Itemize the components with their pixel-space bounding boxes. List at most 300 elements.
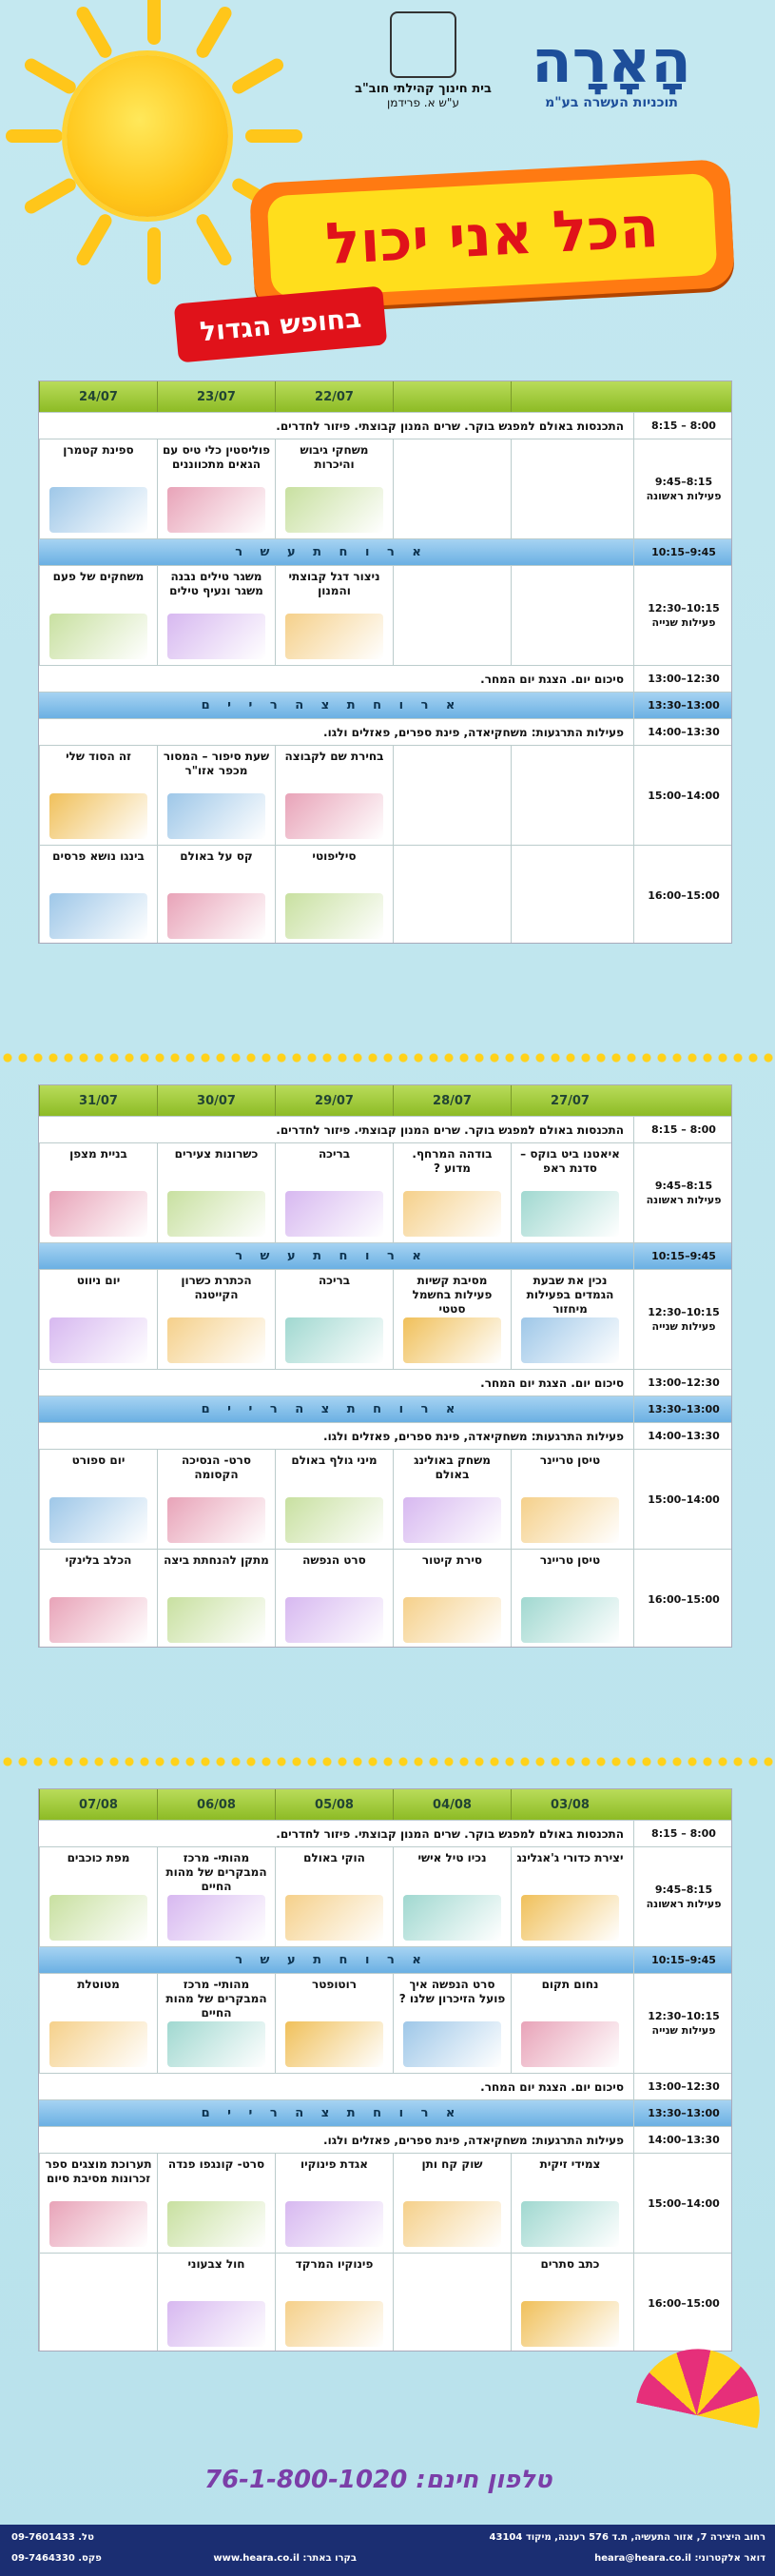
activity-cell (157, 1143, 275, 1242)
activity-cell (393, 1143, 511, 1242)
time-label: פעילות שנייה (651, 1320, 716, 1333)
activity-image (49, 487, 147, 533)
meal-row (39, 1395, 732, 1422)
activity-image (49, 2021, 147, 2067)
activity-cell (511, 1550, 629, 1648)
activity-image (403, 2021, 501, 2067)
date-cell: 23/07 (157, 381, 275, 412)
activity-image (521, 1497, 619, 1543)
brand-subtitle: תוכניות העשרה בע"מ (545, 95, 678, 110)
activity-title: צמידי זיקית (539, 2157, 601, 2171)
activity-title: בינגו נושא פרסים (52, 849, 145, 863)
activity-cell (275, 1143, 393, 1242)
meal-row (39, 1242, 732, 1269)
activity-title: נחום תקום (541, 1978, 599, 1991)
activity-image (167, 893, 265, 939)
schedule-note-row (39, 2073, 732, 2099)
website: בקרו באתר: www.heara.co.il (213, 2553, 357, 2564)
activity-image (285, 1597, 383, 1643)
activity-title: שעת סיפור – המסור מכפר אזו"ר (163, 750, 270, 777)
school-name: בית חינוך קהילתי חוב"ב (355, 82, 492, 96)
dotted-divider (0, 1755, 775, 1768)
activity-image (403, 1191, 501, 1237)
activity-image (167, 2301, 265, 2347)
note-text: פעילות התרגעות: משחקיאדה, פינת ספרים, פאזלים ולגו. (323, 2133, 624, 2147)
date-cell (393, 381, 511, 412)
title-banner (249, 159, 735, 312)
activity-cell (511, 1450, 629, 1549)
activity-title: סרט הנפשה איך פועל הזיכרון שלנו ? (398, 1978, 506, 2005)
time-range: 8:15–9:45 (654, 1883, 713, 1896)
time-label: פעילות ראשונה (646, 1898, 722, 1910)
time-label: פעילות ראשונה (646, 1194, 722, 1206)
activity-image (403, 1497, 501, 1543)
note-text: פעילות התרגעות: משחקיאדה, פינת ספרים, פאזלים ולגו. (323, 725, 624, 739)
activity-image (167, 2201, 265, 2247)
activity-image (403, 1895, 501, 1941)
activity-image (49, 2201, 147, 2247)
sun-ray (74, 4, 114, 60)
schedule-note-row (39, 1422, 732, 1449)
week-table (38, 1084, 732, 1648)
note-text: סיכום יום. הצגת יום המחר. (480, 2079, 624, 2094)
activity-title: נכין את שבעת הגמדים בפעילות מיחזור (526, 1274, 614, 1316)
activity-title: משגר טילים נבנה משגר ונעיף טילים (169, 570, 263, 597)
time-range: 8:00 – 8:15 (651, 420, 716, 432)
email: דואר אלקטרוני: heara@heara.co.il (594, 2553, 765, 2564)
activity-cell (511, 846, 629, 944)
time-range: 12:30–13:00 (648, 2080, 720, 2093)
phone-number: טלפון חינם: 76-1-800-1020 (204, 2466, 552, 2494)
activity-image (285, 2201, 383, 2247)
activity-row (39, 745, 732, 845)
activity-cell (39, 2154, 157, 2253)
activity-cell (39, 1847, 157, 1946)
activity-title: מטוטלת (77, 1978, 120, 1991)
time-cell (633, 1396, 732, 1422)
activity-cell (157, 439, 275, 538)
time-range: 15:00–16:00 (648, 2296, 720, 2310)
activity-image (167, 793, 265, 839)
activity-title: בריכה (318, 1274, 351, 1287)
activity-image (285, 893, 383, 939)
activity-cell (393, 2254, 511, 2352)
activity-image (285, 487, 383, 533)
time-range: 13:00–13:30 (648, 2107, 720, 2119)
activity-title: בודהה המרחף. מדוע ? (412, 1147, 493, 1175)
dotted-divider (0, 1051, 775, 1064)
time-cell (633, 1270, 732, 1369)
date-cell (511, 381, 629, 412)
meal-label: א ר ו ח ת ע ש ר (235, 545, 428, 559)
activity-cell (393, 1974, 511, 2073)
time-cell (633, 746, 732, 845)
time-range: 9:45–10:15 (651, 1250, 716, 1262)
activity-image (521, 1597, 619, 1643)
time-range: 12:30–13:00 (648, 1376, 720, 1389)
dates-header (39, 1085, 732, 1116)
activity-title: פוליסטין כלי טיס עם הגאים מתכווננים (162, 443, 271, 471)
schedule-note-row (39, 1369, 732, 1395)
activity-cell (157, 1847, 275, 1946)
activity-image (49, 1497, 147, 1543)
time-range: 14:00–15:00 (648, 789, 720, 802)
activity-cell (157, 846, 275, 944)
time-cell (633, 1974, 732, 2073)
page-title: הכל אני יכול (323, 193, 661, 278)
date-cell: 22/07 (275, 381, 393, 412)
activity-title: בניית מצפן (69, 1147, 127, 1161)
activity-title: מפת כוכבים (67, 1851, 130, 1864)
activity-image (49, 1597, 147, 1643)
activity-cell (511, 1143, 629, 1242)
date-cell: 30/07 (157, 1085, 275, 1116)
time-cell (633, 2254, 732, 2352)
time-cell (633, 1117, 732, 1142)
time-range: 12:30–13:00 (648, 673, 720, 685)
activity-title: שוק קח ותן (421, 2157, 483, 2171)
activity-title: סרט- הנסיכה הקסומה (181, 1454, 252, 1481)
school-logo (328, 11, 518, 135)
date-cell: 04/08 (393, 1789, 511, 1820)
activity-image (285, 2301, 383, 2347)
activity-image (167, 487, 265, 533)
activity-title: מתקן להנחתת ביצה (164, 1553, 269, 1567)
activity-title: סרט- קונגפו פנדה (167, 2157, 265, 2171)
activity-cell (39, 746, 157, 845)
activity-row (39, 1142, 732, 1242)
activity-cell (39, 1550, 157, 1648)
activity-image (167, 2021, 265, 2067)
activity-cell (275, 2254, 393, 2352)
time-range: 8:15–9:45 (654, 1180, 713, 1192)
activity-cell (275, 1847, 393, 1946)
time-range: 10:15–12:30 (648, 1306, 720, 1318)
time-cell (633, 566, 732, 665)
note-text: סיכום יום. הצגת יום המחר. (480, 1376, 624, 1390)
activity-title: כתב סתרים (540, 2257, 600, 2271)
activity-cell (511, 439, 629, 538)
time-label: פעילות ראשונה (646, 490, 722, 502)
activity-row (39, 1973, 732, 2073)
activity-image (285, 1497, 383, 1543)
activity-cell (393, 1550, 511, 1648)
time-cell (633, 2074, 732, 2099)
activity-image (521, 2301, 619, 2347)
activity-image (285, 1191, 383, 1237)
activity-title: ספינת קטמרן (63, 443, 134, 457)
sun-ray (74, 212, 114, 268)
activity-cell (393, 2154, 511, 2253)
time-range: 15:00–16:00 (648, 888, 720, 902)
activity-cell (393, 1450, 511, 1549)
schedule-note-row (39, 2126, 732, 2153)
activity-title: נכיו טיל אישי (417, 1851, 487, 1864)
activity-row (39, 1549, 732, 1648)
activity-row (39, 1449, 732, 1549)
activity-image (285, 1317, 383, 1363)
activity-image (285, 2021, 383, 2067)
date-cell: 06/08 (157, 1789, 275, 1820)
sun-ray (22, 176, 78, 216)
time-cell (633, 413, 732, 439)
activity-image (521, 1191, 619, 1237)
activity-title: משחקי גיבוש והיכרות (300, 443, 369, 471)
activity-cell (39, 439, 157, 538)
activity-image (49, 1317, 147, 1363)
contact-bar (0, 2525, 775, 2576)
time-cell (633, 1370, 732, 1395)
activity-image (167, 1317, 265, 1363)
time-cell (633, 2100, 732, 2126)
activity-cell (511, 2154, 629, 2253)
activity-row (39, 565, 732, 665)
activity-cell (393, 439, 511, 538)
school-emblem-icon (390, 11, 456, 78)
activity-cell (157, 1270, 275, 1369)
time-range: 13:30–14:00 (648, 726, 720, 738)
school-subname: ע"ש א. פרידמן (387, 96, 459, 109)
activity-row (39, 1269, 732, 1369)
date-cell: 29/07 (275, 1085, 393, 1116)
sun-ray (194, 4, 234, 60)
time-range: 8:00 – 8:15 (651, 1123, 716, 1136)
activity-title: טיסן טריינר (539, 1553, 601, 1567)
activity-cell (39, 1974, 157, 2073)
activity-cell (511, 1270, 629, 1369)
meal-row (39, 1946, 732, 1973)
activity-cell (511, 746, 629, 845)
activity-title: מהותי- מרכז המבקרים של מהות החיים (165, 1851, 267, 1893)
activity-title: מיני גולף באולם (291, 1454, 378, 1467)
sun-ray (147, 227, 161, 284)
activity-title: מהותי- מרכז המבקרים של מהות החיים (165, 1978, 267, 2020)
note-text: התכנסות באולם למפגש בוקר. שרים המנון קבוצתי. פיזור לחדרים. (276, 1122, 624, 1137)
note-text: התכנסות באולם למפגש בוקר. שרים המנון קבוצתי. פיזור לחדרים. (276, 1826, 624, 1841)
time-range: 13:30–14:00 (648, 1430, 720, 1442)
activity-title: טיסן טריינר (539, 1454, 601, 1467)
activity-cell (511, 566, 629, 665)
activity-title: בריכה (318, 1147, 351, 1161)
meal-label: א ר ו ח ת צ ה ר י י ם (201, 1402, 462, 1416)
note-text: פעילות התרגעות: משחקיאדה, פינת ספרים, פאזלים ולגו. (323, 1429, 624, 1443)
time-cell (633, 846, 732, 944)
activity-title: הוקי באולם (303, 1851, 365, 1864)
time-cell (633, 2154, 732, 2253)
activity-cell (157, 2154, 275, 2253)
activity-cell (39, 1143, 157, 1242)
activity-image (167, 1895, 265, 1941)
activity-title: סיליפוטי (312, 849, 357, 863)
time-range: 9:45–10:15 (651, 1954, 716, 1966)
brand-logo (502, 27, 721, 110)
time-range: 13:30–14:00 (648, 2134, 720, 2146)
schedule-note-row (39, 718, 732, 745)
activity-cell (157, 1974, 275, 2073)
activity-image (521, 1895, 619, 1941)
note-text: התכנסות באולם למפגש בוקר. שרים המנון קבוצתי. פיזור לחדרים. (276, 419, 624, 433)
address: רחוב היצירה 7, אזור התעשיה, ת.ד 576 רעננה, מיקוד 43104 (489, 2532, 765, 2543)
activity-title: חול צבעוני (187, 2257, 245, 2271)
activity-cell (275, 746, 393, 845)
meal-label: א ר ו ח ת צ ה ר י י ם (201, 698, 462, 712)
time-cell (633, 693, 732, 718)
time-cell (633, 1821, 732, 1846)
date-cell: 31/07 (39, 1085, 157, 1116)
activity-cell (393, 846, 511, 944)
activity-cell (39, 1270, 157, 1369)
activity-cell (157, 566, 275, 665)
activity-image (49, 1191, 147, 1237)
activity-row (39, 1846, 732, 1946)
schedule-note-row (39, 1820, 732, 1846)
activity-title: פינוקיו המרקד (295, 2257, 374, 2271)
time-cell (633, 1423, 732, 1449)
activity-cell (275, 1270, 393, 1369)
date-cell: 27/07 (511, 1085, 629, 1116)
time-range: 9:45–10:15 (651, 546, 716, 558)
activity-title: ניצור דגל קבוצתי והמנון (288, 570, 380, 597)
time-cell (633, 439, 732, 538)
date-cell: 05/08 (275, 1789, 393, 1820)
time-range: 13:00–13:30 (648, 1403, 720, 1415)
activity-image (521, 1317, 619, 1363)
meal-row (39, 692, 732, 718)
activity-image (285, 793, 383, 839)
activity-title: משחקים של פעם (52, 570, 145, 583)
sun-ray (194, 212, 234, 268)
date-cell: 28/07 (393, 1085, 511, 1116)
activity-title: מסיבת קשיות פעילות בחשמל סטטי (412, 1274, 493, 1316)
activity-title: סרט הנפשה (302, 1553, 366, 1567)
time-range: 13:00–13:30 (648, 699, 720, 712)
activity-cell (275, 1450, 393, 1549)
time-cell (633, 1947, 732, 1973)
time-cell (633, 719, 732, 745)
activity-title: אגדת פינוקיו (300, 2157, 368, 2171)
activity-image (521, 2201, 619, 2247)
subtitle-banner: בחופש הגדול (174, 286, 388, 363)
activity-cell (275, 846, 393, 944)
activity-cell (157, 1550, 275, 1648)
time-range: 8:15–9:45 (654, 476, 713, 488)
activity-title: יום ספורט (71, 1454, 126, 1467)
sun-ray (147, 0, 161, 45)
activity-row (39, 439, 732, 538)
week-table (38, 381, 732, 944)
schedule-note-row (39, 412, 732, 439)
meal-label: א ר ו ח ת צ ה ר י י ם (201, 2106, 462, 2120)
activity-cell (39, 2254, 157, 2352)
activity-title: קס על באולם (180, 849, 253, 863)
time-cell (633, 1450, 732, 1549)
meal-row (39, 538, 732, 565)
activity-cell (393, 1847, 511, 1946)
sun-ray (230, 56, 286, 96)
activity-title: הכתרת כשרון הקייטנה (181, 1274, 252, 1301)
time-range: 14:00–15:00 (648, 1493, 720, 1506)
activity-cell (393, 746, 511, 845)
brand-title: הָאָרָה (532, 27, 691, 96)
activity-title: רוטופטר (312, 1978, 357, 1991)
activity-image (167, 1597, 265, 1643)
schedule-note-row (39, 1116, 732, 1142)
activity-cell (157, 1450, 275, 1549)
meal-label: א ר ו ח ת ע ש ר (235, 1249, 428, 1263)
header (0, 0, 775, 371)
time-range: 8:00 – 8:15 (651, 1827, 716, 1840)
activity-image (285, 614, 383, 659)
activity-cell (511, 1847, 629, 1946)
time-range: 14:00–15:00 (648, 2196, 720, 2210)
time-cell (633, 2127, 732, 2153)
telephone: טל. 09-7601433 (11, 2532, 94, 2543)
sun-ray (6, 129, 63, 143)
activity-image (49, 893, 147, 939)
activity-cell (393, 566, 511, 665)
activity-row (39, 845, 732, 944)
dates-header (39, 381, 732, 412)
activity-title: יום ניווט (76, 1274, 121, 1287)
activity-image (403, 2201, 501, 2247)
time-label: פעילות שנייה (651, 616, 716, 629)
time-cell (633, 666, 732, 692)
activity-cell (275, 2154, 393, 2253)
time-cell (633, 1243, 732, 1269)
activity-title: זה הסוד שלי (66, 750, 131, 763)
date-cell: 03/08 (511, 1789, 629, 1820)
activity-cell (511, 1974, 629, 2073)
activity-title: כשרונות צעירים (174, 1147, 259, 1161)
time-range: 10:15–12:30 (648, 602, 720, 615)
activity-image (49, 793, 147, 839)
activity-image (521, 2021, 619, 2067)
activity-image (285, 1895, 383, 1941)
activity-cell (157, 746, 275, 845)
schedule-note-row (39, 665, 732, 692)
fax: פקס. 09-7464330 (11, 2553, 102, 2564)
activity-image (167, 1191, 265, 1237)
activity-cell (39, 566, 157, 665)
activity-title: הכלב בלינקי (65, 1553, 132, 1567)
week-table (38, 1788, 732, 2352)
activity-cell (275, 1974, 393, 2073)
time-cell (633, 539, 732, 565)
activity-image (403, 1317, 501, 1363)
activity-title: יצירת כדורי ג'אגלינג (516, 1851, 624, 1864)
activity-title: סירת קיטור (421, 1553, 483, 1567)
activity-cell (511, 2254, 629, 2352)
activity-title: איאטנו ביט בוקס – סדנת ראפ (520, 1147, 620, 1175)
meal-label: א ר ו ח ת ע ש ר (235, 1953, 428, 1967)
time-label: פעילות שנייה (651, 2024, 716, 2037)
activity-row (39, 2253, 732, 2352)
activity-title: משחק באולינג באולם (414, 1454, 491, 1481)
sun-ray (22, 56, 78, 96)
sun-ray (245, 129, 302, 143)
activity-cell (275, 566, 393, 665)
activity-title: תערוכת מוצגים ספר זכרונות מסיבת סיום (45, 2157, 152, 2185)
activity-cell (157, 2254, 275, 2352)
note-text: סיכום יום. הצגת יום המחר. (480, 672, 624, 686)
time-range: 15:00–16:00 (648, 1592, 720, 1606)
activity-title: בחירת שם לקבוצה (284, 750, 384, 763)
activity-cell (39, 1450, 157, 1549)
activity-cell (275, 439, 393, 538)
activity-image (167, 1497, 265, 1543)
activity-cell (275, 1550, 393, 1648)
time-range: 10:15–12:30 (648, 2010, 720, 2022)
